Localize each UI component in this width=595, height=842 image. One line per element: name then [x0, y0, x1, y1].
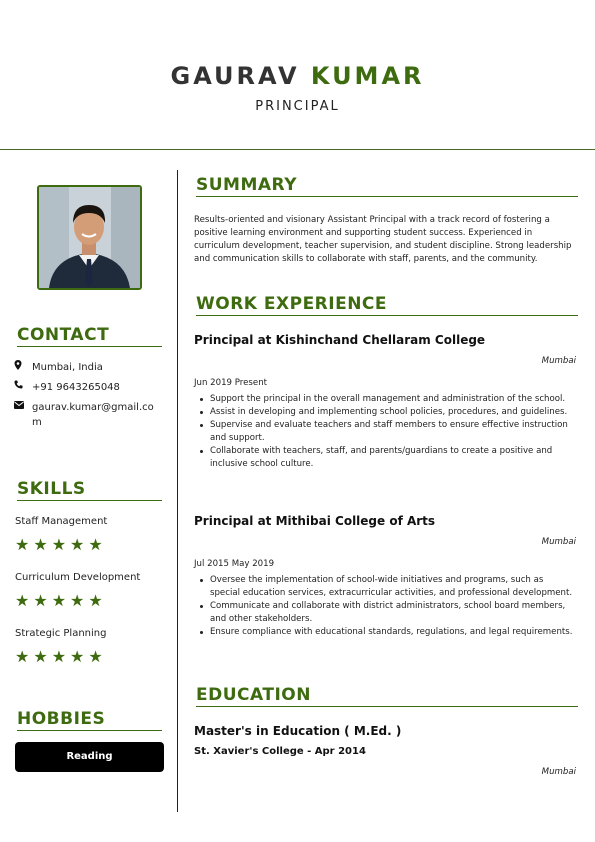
column-divider — [177, 170, 178, 812]
job-role: PRINCIPAL — [255, 99, 340, 114]
job-dates: Jun 2019 Present — [194, 378, 268, 388]
contact-location-text: Mumbai, India — [32, 362, 103, 373]
star-icon: ★ — [15, 647, 34, 666]
job-responsibilities — [210, 574, 574, 639]
skills-heading: SKILLS — [17, 479, 162, 501]
job-title: Principal at Kishinchand Chellaram College — [194, 333, 486, 347]
location-pin-icon — [14, 360, 32, 376]
contact-phone-text: +91 9643265048 — [32, 382, 120, 393]
list-item: Assist in developing and implementing school policies, procedures, and guidelines. — [210, 406, 574, 419]
skill-rating-stars — [15, 647, 107, 666]
star-icon: ★ — [33, 535, 52, 554]
job-title: Principal at Mithibai College of Arts — [194, 514, 436, 528]
profile-photo — [37, 185, 142, 290]
star-icon: ★ — [51, 647, 71, 666]
work-experience-heading: WORK EXPERIENCE — [196, 294, 578, 316]
star-icon: ★ — [88, 647, 107, 666]
star-icon: ★ — [15, 535, 34, 554]
skill-rating-stars — [15, 535, 107, 554]
hobbies-heading: HOBBIES — [17, 709, 162, 731]
job-location: Mumbai — [541, 537, 576, 547]
list-item: Communicate and collaborate with district administrators, school board members, and other stakeholders. — [210, 600, 574, 626]
star-icon: ★ — [88, 591, 107, 610]
education-school: St. Xavier's College - Apr 2014 — [194, 746, 366, 757]
star-icon: ★ — [70, 535, 89, 554]
list-item: Ensure compliance with educational standards, regulations, and legal requirements. — [210, 627, 573, 637]
contact-heading: CONTACT — [17, 325, 162, 347]
education-degree: Master's in Education ( M.Ed. ) — [194, 724, 402, 738]
summary-heading: SUMMARY — [196, 175, 578, 197]
list-item: Collaborate with teachers, staff, and parents/guardians to create a positive and inclusive school culture. — [210, 445, 574, 471]
skill-name: Strategic Planning — [15, 628, 107, 639]
star-icon: ★ — [70, 647, 89, 666]
resume-header — [0, 0, 595, 150]
contact-email-text: gaurav.kumar@gmail.com — [32, 402, 154, 428]
list-item: Support the principal in the overall management and administration of the school. — [210, 393, 574, 406]
education-heading: EDUCATION — [196, 685, 578, 707]
skill-name: Staff Management — [15, 516, 108, 527]
person-portrait-icon — [39, 187, 140, 288]
star-icon: ★ — [33, 591, 52, 610]
last-name: KUMAR — [310, 62, 425, 90]
envelope-icon — [14, 400, 32, 430]
job-location: Mumbai — [541, 356, 576, 366]
star-icon: ★ — [33, 647, 52, 666]
skill-name: Curriculum Development — [15, 572, 141, 583]
hobby-badge: Reading — [15, 742, 164, 772]
job-responsibilities — [210, 393, 574, 471]
list-item: Oversee the implementation of school-wide initiatives and programs, such as special education services, extracurricular activities, and professional development. — [210, 575, 573, 598]
star-icon: ★ — [88, 535, 107, 554]
star-icon: ★ — [70, 591, 89, 610]
star-icon: ★ — [51, 591, 71, 610]
summary-text: Results-oriented and visionary Assistant Principal with a track record of fostering a positive learning environment and supporting student success. Experienced in curriculum development, teacher supervision, and student discipline. Strong leadership and communication skills to collaborate with staff, parents, and the community. — [194, 215, 572, 264]
full-name — [0, 62, 595, 90]
star-icon: ★ — [15, 591, 34, 610]
job-dates: Jul 2015 May 2019 — [194, 559, 275, 569]
education-location: Mumbai — [541, 767, 576, 777]
list-item: Supervise and evaluate teachers and staff members to ensure effective instruction and support. — [210, 419, 574, 445]
skill-rating-stars — [15, 591, 107, 610]
first-name: GAURAV — [170, 62, 300, 90]
contact-phone — [14, 380, 160, 395]
star-icon: ★ — [51, 535, 71, 554]
contact-email — [14, 400, 160, 430]
contact-location — [14, 360, 160, 376]
phone-icon — [14, 380, 32, 395]
